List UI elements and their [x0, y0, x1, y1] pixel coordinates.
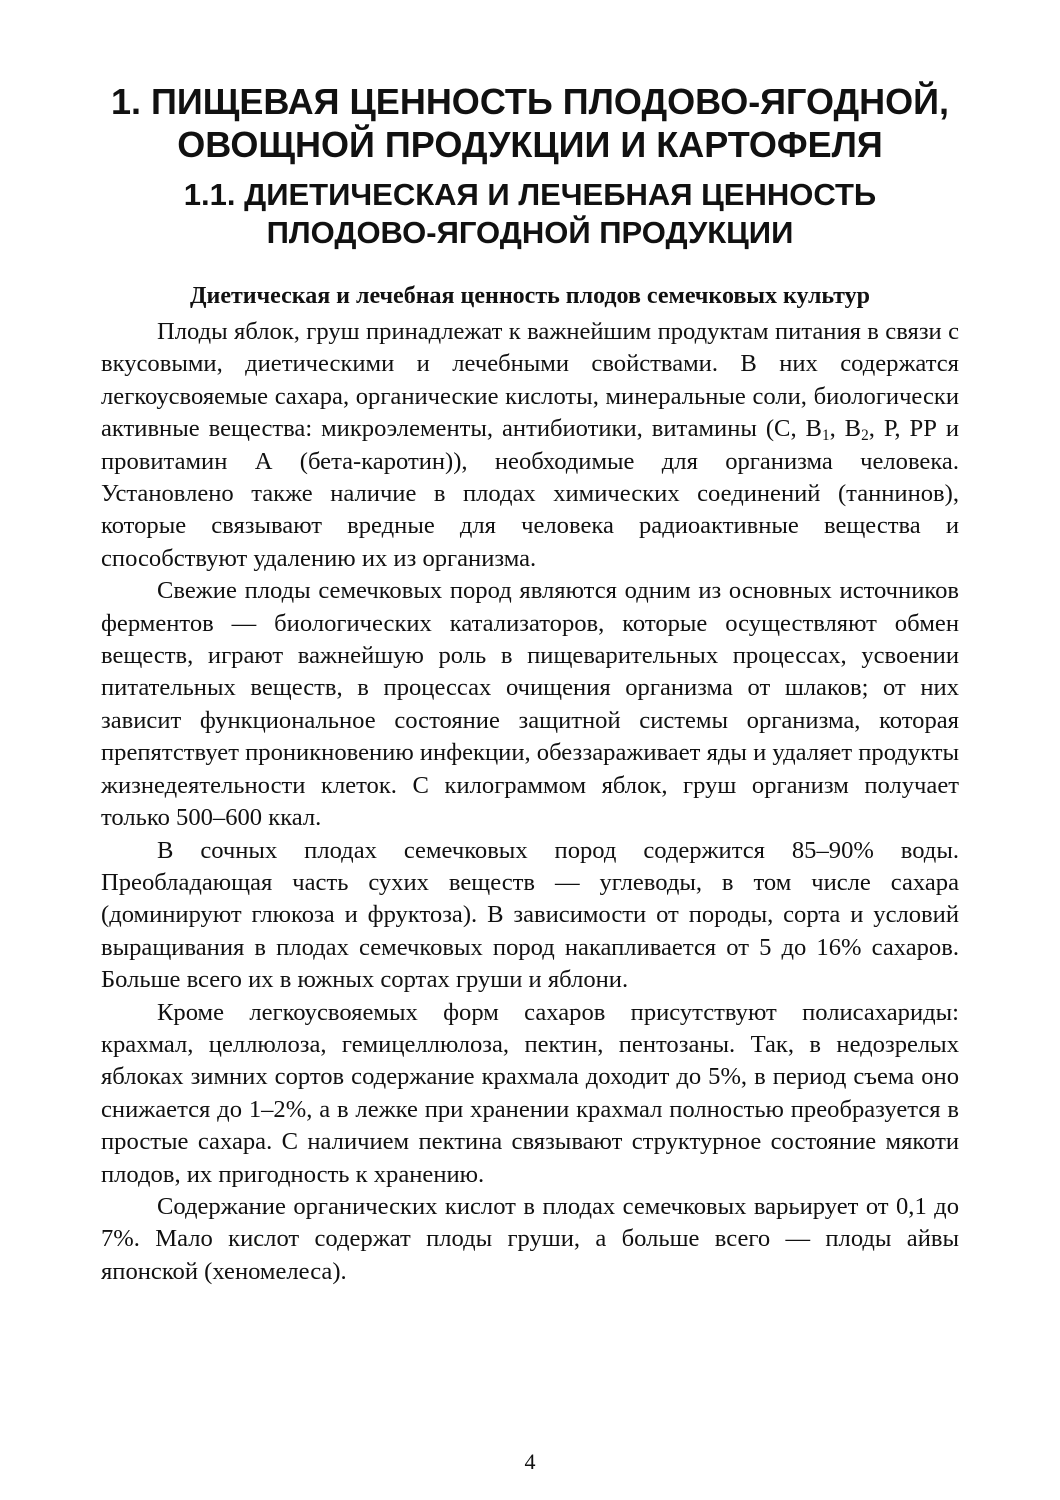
- subscript-2: 2: [861, 427, 869, 445]
- paragraph-1-part-2: , В: [829, 415, 862, 443]
- page-number: 4: [524, 1449, 536, 1474]
- paragraph-1: [101, 316, 959, 575]
- section-title: Диетическая и лечебная ценность плодов семечковых культур: [189, 283, 870, 309]
- paragraph-1-part-1: Плоды яблок, груш принадлежат к важнейшим продуктам питания в связи с вкусовыми, диетическими и лечебными свойствами. В них содержатся легкоусвояемые сахара, органические кислоты, минеральные соли, биологически активные вещества: микроэлементы, антибиотики, витамины (С, В: [101, 318, 959, 443]
- chapter-heading: [100, 80, 960, 166]
- body-text: [101, 316, 959, 1288]
- paragraph-1-part-3: , Р, РР и провитамин А (бета-каротин)), необходимые для организма человека. Установлено также наличие в плодах химических соединений (таннинов), которые связывают вредные для человека радиоактивные вещества и способствуют удалению их из организма.: [101, 415, 959, 572]
- subscript-1: 1: [821, 427, 830, 445]
- chapter-heading-line-1: 1. ПИЩЕВАЯ ЦЕННОСТЬ ПЛОДОВО-ЯГОДНОЙ,: [110, 81, 950, 122]
- subchapter-heading-line-1: 1.1. ДИЕТИЧЕСКАЯ И ЛЕЧЕБНАЯ ЦЕННОСТЬ: [183, 177, 877, 212]
- subchapter-heading-line-2: ПЛОДОВО-ЯГОДНОЙ ПРОДУКЦИИ: [266, 215, 794, 250]
- paragraph-5: Содержание органических кислот в плодах семечковых варьирует от 0,1 до 7%. Мало кислот содержат плоды груши, а больше всего — плоды айвы японской (хеномелеса).: [101, 1192, 959, 1285]
- paragraph-3: В сочных плодах семечковых пород содержится 85–90% воды. Преобладающая часть сухих веществ — углеводы, в том числе сахара (доминируют глюкоза и фруктоза). В зависимости от породы, сорта и условий выращивания в плодах семечковых пород накапливается от 5 до 16% сахаров. Больше всего их в южных сортах груши и яблони.: [101, 836, 959, 994]
- subchapter-heading: [100, 176, 960, 252]
- paragraph-4: Кроме легкоусвояемых форм сахаров присутствуют полисахариды: крахмал, целлюлоза, гемицеллюлоза, пектин, пентозаны. Так, в недозрелых яблоках зимних сортов содержание крахмала доходит до 5%, в период съема оно снижается до 1–2%, а в лежке при хранении крахмал полностью преобразуется в простые сахара. С наличием пектина связывают структурное состояние мякоти плодов, их пригодность к хранению.: [101, 998, 959, 1188]
- paragraph-2: Свежие плоды семечковых пород являются одним из основных источников ферментов — биологических катализаторов, которые осуществляют обмен веществ, играют важнейшую роль в пищеварительных процессах, усвоении питательных веществ, в процессах очищения организма от шлаков; от них зависит функциональное состояние защитной системы организма, которая препятствует проникновению инфекции, обеззараживает яды и удаляет продукты жизнедеятельности клеток. С килограммом яблок, груш организм получает только 500–600 ккал.: [101, 577, 959, 832]
- chapter-heading-line-2: ОВОЩНОЙ ПРОДУКЦИИ И КАРТОФЕЛЯ: [177, 124, 883, 165]
